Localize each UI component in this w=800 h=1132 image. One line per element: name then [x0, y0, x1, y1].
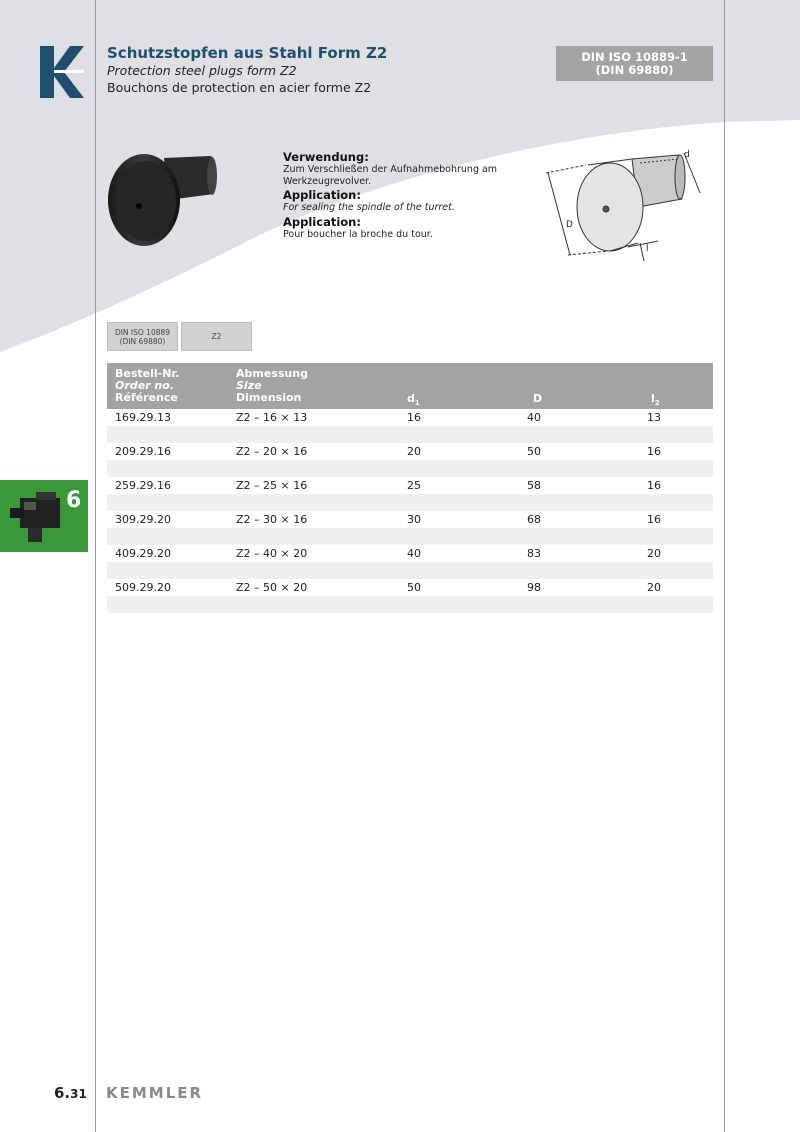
standard-tab-z2-label: Z2 — [211, 332, 222, 341]
usage-heading-de: Verwendung: — [283, 150, 369, 164]
left-margin-line — [95, 0, 96, 1132]
right-margin-line — [724, 0, 725, 1132]
din-line-2: (DIN 69880) — [595, 63, 674, 77]
table-row — [107, 579, 713, 596]
standard-tab-din[interactable] — [107, 322, 178, 351]
brand-name: KEMMLER — [106, 1084, 204, 1102]
standard-tab-din-line2: (DIN 69880) — [119, 336, 166, 346]
header-order-fr: Référence — [115, 391, 178, 404]
header-D: D — [533, 392, 543, 405]
row-separator — [107, 562, 713, 579]
usage-heading-fr: Application: — [283, 214, 361, 229]
cell-l2: 20 — [647, 547, 661, 560]
subtitle-french: Bouchons de protection en acier forme Z2 — [107, 80, 372, 95]
row-separator — [107, 596, 713, 613]
header-dim-fr: Dimension — [236, 391, 302, 404]
header-dimension — [236, 368, 308, 404]
standard-tab-din-line1: DIN ISO 10889 — [114, 327, 171, 337]
cell-D: 58 — [527, 479, 541, 492]
table-header — [107, 363, 713, 409]
table-row — [107, 443, 713, 460]
section-tab[interactable] — [0, 480, 88, 552]
cell-order: 209.29.16 — [115, 445, 171, 458]
usage-text-fr: Pour boucher la broche du tour. — [283, 228, 433, 240]
header-order-no — [115, 368, 179, 404]
header-order-de: Bestell-Nr. — [115, 367, 180, 380]
din-line-1: DIN ISO 10889-1 — [581, 50, 688, 64]
row-separator — [107, 426, 713, 443]
header-d1: $d_1$ — [407, 392, 420, 408]
cell-d1: 40 — [407, 547, 421, 560]
cell-dimension: Z2 – 50 × 20 — [236, 581, 308, 594]
drawing-label-D: D — [566, 220, 573, 230]
header-order-en: Order no. — [115, 379, 174, 392]
cell-l2: 16 — [647, 513, 661, 526]
table-row — [107, 511, 713, 528]
cell-D: 50 — [527, 445, 541, 458]
cell-d1: 25 — [407, 479, 421, 492]
tool-holder-icon — [6, 488, 66, 548]
header-l2: $l_2$ — [651, 392, 660, 408]
table-row — [107, 545, 713, 562]
row-separator — [107, 494, 713, 511]
cell-l2: 16 — [647, 445, 661, 458]
cell-order: 169.29.13 — [115, 411, 171, 424]
usage-text-de: Zum Verschließen der Aufnahmebohrung am Werkzeugrevolver. — [283, 164, 498, 187]
cell-dimension: Z2 – 25 × 16 — [236, 479, 308, 492]
technical-drawing-icon — [540, 143, 705, 268]
section-number: 6 — [66, 488, 82, 513]
cell-D: 40 — [527, 411, 541, 424]
cell-dimension: Z2 – 40 × 20 — [236, 547, 308, 560]
drawing-label-d1: d — [684, 150, 690, 160]
table-row — [107, 477, 713, 494]
subtitle-english: Protection steel plugs form Z2 — [107, 63, 297, 78]
din-standard-badge — [556, 46, 713, 81]
cell-order: 509.29.20 — [115, 581, 171, 594]
cell-d1: 30 — [407, 513, 421, 526]
table-row — [107, 409, 713, 426]
cell-dimension: Z2 – 30 × 16 — [236, 513, 308, 526]
product-photo-icon — [106, 148, 218, 250]
page-title: Schutzstopfen aus Stahl Form Z2 — [107, 44, 388, 62]
header-dim-en: Size — [236, 379, 262, 392]
row-separator — [107, 528, 713, 545]
cell-l2: 20 — [647, 581, 661, 594]
cell-d1: 20 — [407, 445, 421, 458]
cell-D: 98 — [527, 581, 541, 594]
cell-d1: 50 — [407, 581, 421, 594]
cell-D: 68 — [527, 513, 541, 526]
kemmler-logo-icon — [40, 46, 84, 98]
cell-dimension: Z2 – 20 × 16 — [236, 445, 308, 458]
cell-l2: 13 — [647, 411, 661, 424]
page-number: 6.31 — [54, 1084, 87, 1102]
usage-heading-en: Application: — [283, 188, 361, 202]
usage-text-en: For sealing the spindle of the turret. — [283, 202, 455, 213]
cell-dimension: Z2 – 16 × 13 — [236, 411, 308, 424]
drawing-label-l2: l — [646, 244, 649, 254]
cell-order: 259.29.16 — [115, 479, 171, 492]
row-separator — [107, 460, 713, 477]
header-dim-de: Abmessung — [236, 367, 308, 380]
standard-tab-z2[interactable] — [181, 322, 252, 351]
cell-order: 309.29.20 — [115, 513, 171, 526]
cell-d1: 16 — [407, 411, 421, 424]
cell-D: 83 — [527, 547, 541, 560]
cell-order: 409.29.20 — [115, 547, 171, 560]
description-block — [283, 151, 513, 242]
cell-l2: 16 — [647, 479, 661, 492]
